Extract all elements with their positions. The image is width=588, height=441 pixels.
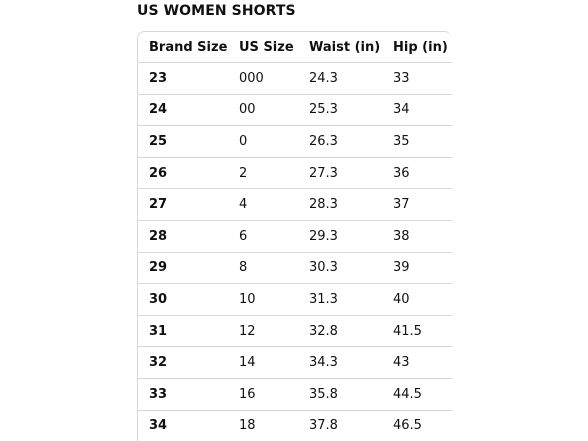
- cell-us-size: 000: [228, 63, 298, 95]
- table-row: [138, 157, 452, 189]
- cell-brand-size: 33: [138, 378, 228, 410]
- cell-us-size: 18: [228, 410, 298, 441]
- cell-waist: 27.3: [298, 157, 382, 189]
- header-brand-size: Brand Size: [138, 32, 228, 63]
- cell-waist: 28.3: [298, 189, 382, 221]
- header-hip: Hip (in): [382, 32, 452, 63]
- table-row: [138, 315, 452, 347]
- cell-hip: 33: [382, 63, 452, 95]
- cell-waist: 32.8: [298, 315, 382, 347]
- cell-brand-size: 27: [138, 189, 228, 221]
- table-header-row: [138, 32, 452, 63]
- cell-hip: 35: [382, 126, 452, 158]
- cell-us-size: 2: [228, 157, 298, 189]
- cell-hip: 41.5: [382, 315, 452, 347]
- table-row: [138, 410, 452, 441]
- size-chart-table-container: [137, 31, 452, 441]
- cell-waist: 29.3: [298, 220, 382, 252]
- cell-hip: 40: [382, 284, 452, 316]
- table-body: [138, 63, 452, 441]
- table-row: [138, 378, 452, 410]
- cell-hip: 46.5: [382, 410, 452, 441]
- cell-us-size: 4: [228, 189, 298, 221]
- cell-waist: 25.3: [298, 94, 382, 126]
- cell-waist: 31.3: [298, 284, 382, 316]
- table-row: [138, 284, 452, 316]
- cell-waist: 24.3: [298, 63, 382, 95]
- cell-brand-size: 25: [138, 126, 228, 158]
- table-row: [138, 252, 452, 284]
- cell-us-size: 12: [228, 315, 298, 347]
- header-waist: Waist (in): [298, 32, 382, 63]
- cell-hip: 44.5: [382, 378, 452, 410]
- table-row: [138, 189, 452, 221]
- cell-hip: 37: [382, 189, 452, 221]
- cell-hip: 36: [382, 157, 452, 189]
- table-row: [138, 63, 452, 95]
- cell-hip: 38: [382, 220, 452, 252]
- table-row: [138, 94, 452, 126]
- cell-brand-size: 34: [138, 410, 228, 441]
- size-chart-title: US WOMEN SHORTS: [137, 3, 296, 19]
- size-chart-table: [138, 32, 452, 441]
- table-row: [138, 347, 452, 379]
- cell-brand-size: 24: [138, 94, 228, 126]
- cell-hip: 39: [382, 252, 452, 284]
- cell-hip: 34: [382, 94, 452, 126]
- cell-brand-size: 28: [138, 220, 228, 252]
- cell-waist: 26.3: [298, 126, 382, 158]
- cell-us-size: 0: [228, 126, 298, 158]
- cell-brand-size: 29: [138, 252, 228, 284]
- cell-waist: 34.3: [298, 347, 382, 379]
- table-row: [138, 220, 452, 252]
- cell-us-size: 14: [228, 347, 298, 379]
- cell-us-size: 8: [228, 252, 298, 284]
- cell-waist: 30.3: [298, 252, 382, 284]
- cell-brand-size: 23: [138, 63, 228, 95]
- cell-us-size: 10: [228, 284, 298, 316]
- cell-us-size: 16: [228, 378, 298, 410]
- cell-waist: 35.8: [298, 378, 382, 410]
- cell-brand-size: 26: [138, 157, 228, 189]
- cell-brand-size: 32: [138, 347, 228, 379]
- header-us-size: US Size: [228, 32, 298, 63]
- cell-us-size: 6: [228, 220, 298, 252]
- cell-waist: 37.8: [298, 410, 382, 441]
- cell-hip: 43: [382, 347, 452, 379]
- cell-us-size: 00: [228, 94, 298, 126]
- cell-brand-size: 30: [138, 284, 228, 316]
- cell-brand-size: 31: [138, 315, 228, 347]
- table-row: [138, 126, 452, 158]
